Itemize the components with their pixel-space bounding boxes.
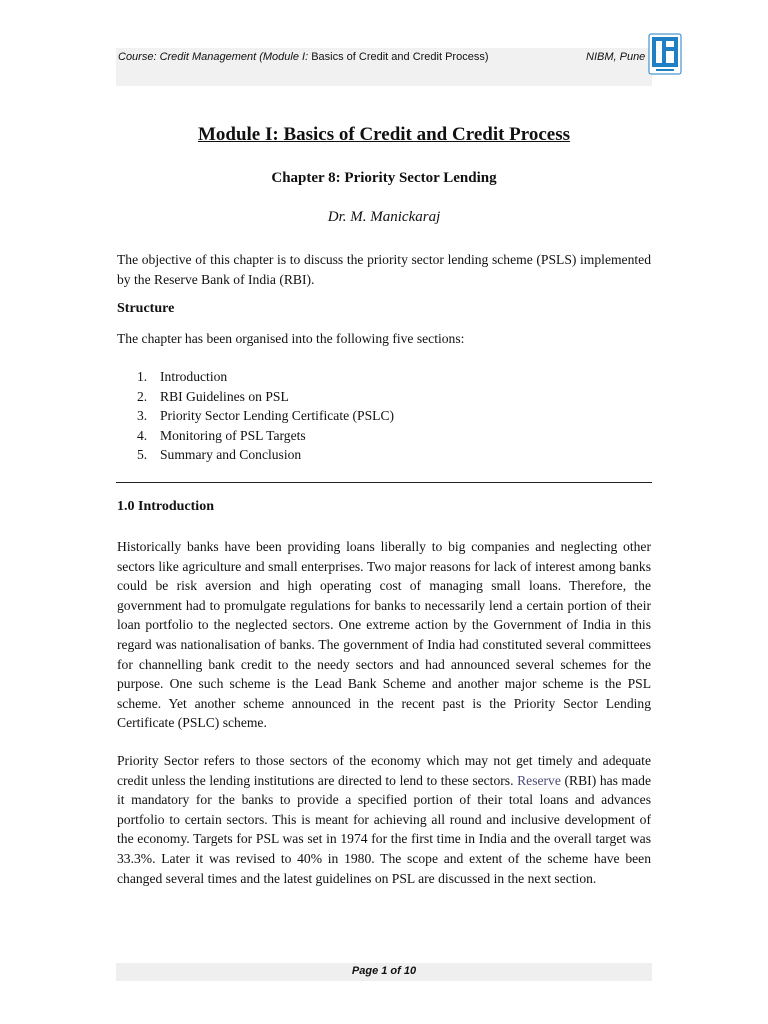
structure-intro: The chapter has been organised into the following five sections: [117, 331, 465, 346]
reserve-link[interactable]: Reserve [517, 772, 561, 788]
introduction-heading: 1.0 Introduction [117, 499, 214, 514]
list-item: 4. Monitoring of PSL Targets [137, 427, 306, 443]
author-name: Dr. M. Manickaraj [327, 209, 441, 225]
list-item: 2. RBI Guidelines on PSL [137, 388, 289, 404]
list-item: 3. Priority Sector Lending Certificate (PSLC) [137, 408, 395, 424]
page-number: Page 1 of 10 [351, 965, 417, 977]
nibm-logo-icon [648, 33, 682, 75]
introduction-paragraph-2: Priority Sector refers to those sectors of the economy which may not get timely and adequate credit unless the lending institutions are directed to lend to these sectors. Reserve (RBI) has made it mandatory for the banks to provide a specified portion of their total loans and advances portfolio to certain sectors. This is meant for achieving all round and inclusive development of the economy. Targets for PSL was set in 1974 for the first time in India and the overall target was 33.3%. Later it was revised to 40% in 1980. The scope and extent of the scheme have been changed several times and the latest guidelines on PSL are discussed in the next section. [117, 753, 651, 886]
header-institution: NIBM, Pune [586, 51, 646, 63]
list-item: 1. Introduction [137, 369, 228, 384]
sections-list [137, 367, 394, 465]
section-divider [116, 482, 652, 483]
list-item: 5. Summary and Conclusion [137, 447, 302, 463]
document-title: Module I: Basics of Credit and Credit Process [197, 124, 571, 145]
introduction-paragraph-1: Historically banks have been providing loans liberally to big companies and neglecting other sectors like agriculture and small enterprises. Two major reasons for lack of interest among banks could be risk aversion and high operating cost of managing small loans. Therefore, the government had to promulgate regulations for banks to necessarily lend a certain portion of their loan portfolio to the neglected sectors. One extreme action by the Government of India in this regard was nationalisation of banks. The government of India had constituted several committees for channelling bank credit to the needy sectors and had announced several schemes for the purpose. One such scheme is the Lead Bank Scheme and another major scheme is the PSL scheme. Yet another scheme announced in the recent past is the Priority Sector Lending Certificate (PSLC) scheme. [117, 539, 651, 731]
structure-heading: Structure [117, 301, 175, 316]
header-course-title: Course: Credit Management (Module I: Basics of Credit and Credit Process) [118, 51, 489, 63]
objective-paragraph: The objective of this chapter is to discuss the priority sector lending scheme (PSLS) implemented by the Reserve Bank of India (RBI). [117, 252, 651, 287]
chapter-title: Chapter 8: Priority Sector Lending [271, 170, 497, 186]
